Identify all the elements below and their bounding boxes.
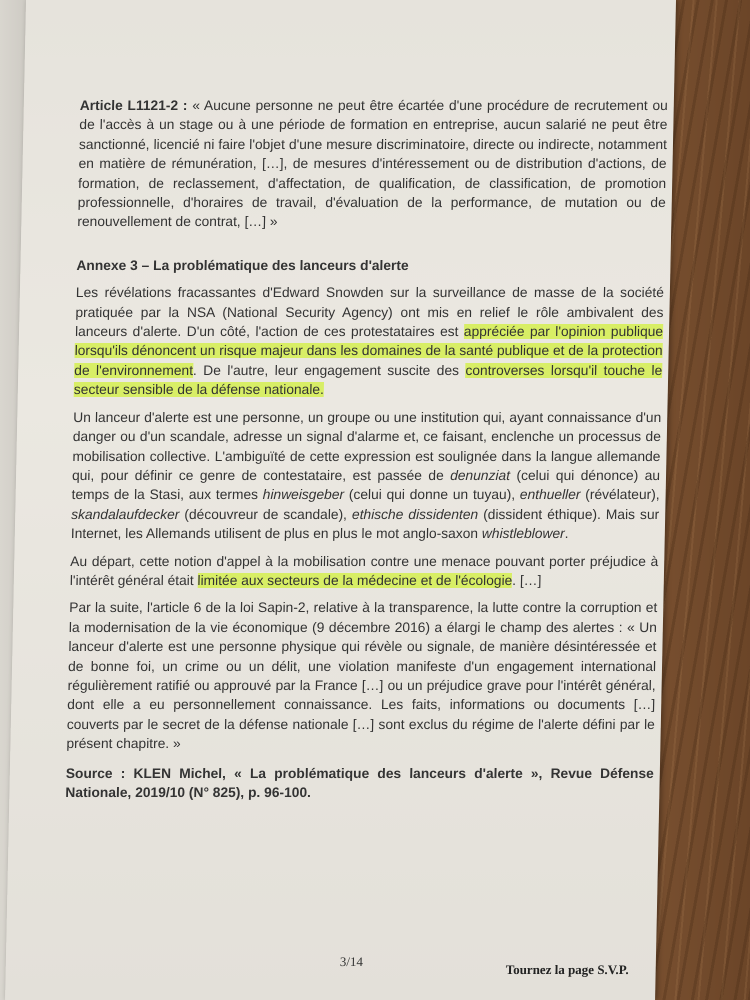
annex-paragraph-1 (74, 283, 664, 399)
italic-term: enthueller (519, 487, 581, 503)
text-segment: (révélateur), (580, 487, 660, 503)
italic-term: skandalaufdecker (71, 506, 180, 522)
highlighted-text: controverses lorsqu'il touche le secteur sensible de la défense nationale. (73, 362, 663, 398)
turn-page-note: Tournez la page S.V.P. (505, 962, 629, 977)
page-number: 3/14 (339, 954, 364, 969)
italic-term: ethische dissidenten (351, 506, 479, 522)
annex-title: Annexe 3 – La problématique des lanceurs d'alerte (76, 257, 409, 273)
annex-paragraph-2 (71, 408, 662, 544)
source-citation: Source : KLEN Michel, « La problématique des lanceurs d'alerte », Revue Défense Nationale, 2019/10 (N° 825), p. 96-100. (65, 765, 654, 800)
text-segment: . De l'autre, leur engagement suscite des (192, 362, 466, 378)
document-page (5, 0, 676, 1000)
italic-term: denunziat (450, 467, 511, 483)
text-segment: . […] (512, 572, 542, 588)
highlighted-text: limitée aux secteurs de la médecine et de l'écologie (197, 572, 513, 588)
annex-paragraph-3 (70, 552, 659, 591)
article-text: « Aucune personne ne peut être écartée d'une procédure de recrutement ou de l'accès à un stage ou à une période de formation en entreprise, aucun salarié ne peut être sanctionné, licencié ni faire l'objet d'une mesure discriminatoire, directe ou indirecte, notamment en matière de rémunération, […], de mesures d'intéressement ou de distribution d'actions, de formation, de reclassement, d'affectation, de qualification, de classification, de promotion professionnelle, d'horaires de travail, d'évaluation de la performance, de mutation ou de renouvellement de contrat, […] » (77, 98, 668, 230)
text-segment: (celui qui dénonce) au temps de la Stasi, aux termes (71, 467, 661, 503)
text-segment: Au départ, cette notion d'appel à la mobilisation contre une menace pouvant porter préjudice à l'intérêt général était (69, 553, 659, 588)
text-segment: Un lanceur d'alerte est une personne, un groupe ou une institution qui, ayant connaissance d'un danger ou d'un scandale, adresse un signal d'alarme et, ce faisant, enclenche un processus de mobilisation collective. L'ambiguïté de cette expression est soulignée dans la langue allemande qui, pour définir ce genre de contestataire, est passée de (71, 409, 662, 483)
annex-paragraph-4: Par la suite, l'article 6 de la loi Sapin-2, relative à la transparence, la lutte contre la corruption et la modernisation de la vie économique (9 décembre 2016) a élargi le champ des alertes : « Un lanceur d'alerte est une personne physique qui révèle ou signale, de manière désintéressée et de bonne foi, un crime ou un délit, une violation manifeste d'un engagement international régulièrement ratifié ou approuvé par la France […] ou un préjudice grave pour l'intérêt général, dont elle a eu personnellement connaissance. Les faits, informations ou documents […] couverts par le secret de la défense nationale […] sont exclus du régime de l'alerte défini par le présent chapitre. » (66, 600, 658, 752)
document-body (65, 96, 668, 810)
italic-term: whistleblower (481, 526, 565, 542)
text-segment: (découvreur de scandale), (179, 506, 353, 522)
text-segment: (celui qui donne un tuyau), (343, 487, 521, 503)
highlighted-text: appréciée par l'opinion publique lorsqu'ils dénoncent un risque majeur dans les domaines de la santé publique et de la protection de l'environnement (74, 324, 664, 378)
text-segment: Les révélations fracassantes d'Edward Snowden sur la surveillance de masse de la société pratiquée par la NSA (National Security Agency) ont mis en relief le rôle ambivalent des lanceurs d'alerte. D'un côté, l'action de ces protestataires est (74, 285, 665, 340)
text-segment: (dissident éthique). Mais sur Internet, les Allemands utilisent de plus en plus le mot anglo-saxon (70, 506, 660, 542)
text-segment: . (564, 526, 569, 542)
article-paragraph (77, 96, 668, 232)
italic-term: hinweisgeber (262, 487, 345, 503)
article-label: Article L1121-2 : (79, 98, 188, 113)
